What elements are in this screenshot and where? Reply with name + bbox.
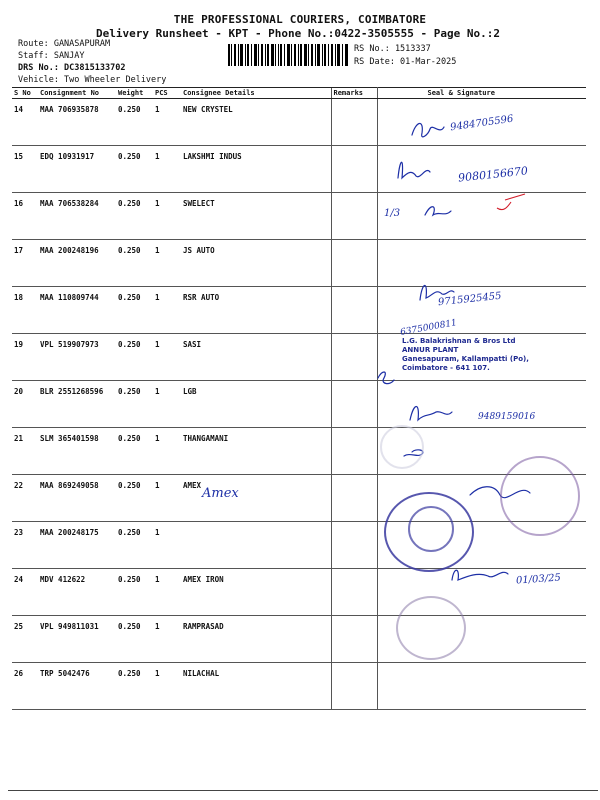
handwritten-phone-14: 9484705596 bbox=[449, 113, 515, 134]
row-pcs: 1 bbox=[153, 287, 181, 334]
row-pcs: 1 bbox=[153, 99, 181, 146]
row-consignment: SLM 365401598 bbox=[38, 428, 116, 475]
row-weight: 0.250 bbox=[116, 240, 153, 287]
row-pcs: 1 bbox=[153, 240, 181, 287]
staff-label: Staff: SANJAY bbox=[18, 51, 85, 61]
row-pcs: 1 bbox=[153, 146, 181, 193]
row-consignment: MAA 200248196 bbox=[38, 240, 116, 287]
row-consignment: EDQ 10931917 bbox=[38, 146, 116, 193]
row-weight: 0.250 bbox=[116, 99, 153, 146]
vehicle-label: Vehicle: Two Wheeler Delivery bbox=[18, 75, 167, 85]
row-sno: 19 bbox=[12, 334, 38, 381]
row-pcs: 1 bbox=[153, 334, 181, 381]
signature-mark-16 bbox=[425, 207, 451, 215]
row-sno: 24 bbox=[12, 569, 38, 616]
row-consignee: SWELECT bbox=[181, 193, 331, 240]
row-consignment: MAA 869249058 bbox=[38, 475, 116, 522]
signature-mark-25 bbox=[452, 570, 508, 580]
signature-mark-14 bbox=[412, 123, 444, 136]
row-consignee: AMEX IRON bbox=[181, 569, 331, 616]
route-label: Route: GANASAPURAM bbox=[18, 39, 111, 49]
row-consignment: VPL 949811031 bbox=[38, 616, 116, 663]
col-consignee: Consignee Details bbox=[181, 88, 331, 99]
row-consignment: MAA 706935878 bbox=[38, 99, 116, 146]
stamp-line-1: L.G. Balakrishnan & Bros Ltd bbox=[402, 337, 516, 345]
row-sno: 26 bbox=[12, 663, 38, 710]
row-weight: 0.250 bbox=[116, 616, 153, 663]
row-weight: 0.250 bbox=[116, 475, 153, 522]
row-consignee: SASI bbox=[181, 334, 331, 381]
stamp-line-2: ANNUR PLANT bbox=[402, 346, 459, 354]
row-sno: 14 bbox=[12, 99, 38, 146]
row-consignment: MAA 110809744 bbox=[38, 287, 116, 334]
signature-mark-15 bbox=[398, 162, 430, 178]
row-sno: 16 bbox=[12, 193, 38, 240]
row-consignment: MAA 200248175 bbox=[38, 522, 116, 569]
row-pcs: 1 bbox=[153, 522, 181, 569]
col-pcs: PCS bbox=[153, 88, 181, 99]
handwritten-name-23: Amex bbox=[202, 486, 239, 501]
row-weight: 0.250 bbox=[116, 146, 153, 193]
row-pcs: 1 bbox=[153, 663, 181, 710]
document-subtitle: Delivery Runsheet - KPT - Phone No.:0422-3505555 - Page No.:2 bbox=[96, 27, 500, 40]
rs-number: RS No.: 1513337 bbox=[354, 44, 431, 54]
row-weight: 0.250 bbox=[116, 287, 153, 334]
row-sno: 23 bbox=[12, 522, 38, 569]
stamp-line-4: Coimbatore - 641 107. bbox=[402, 364, 490, 372]
page-bottom-rule bbox=[8, 790, 598, 791]
row-consignment: BLR 2551268596 bbox=[38, 381, 116, 428]
row-consignee: AMEX bbox=[181, 475, 331, 522]
row-sno: 20 bbox=[12, 381, 38, 428]
row-weight: 0.250 bbox=[116, 428, 153, 475]
row-sno: 15 bbox=[12, 146, 38, 193]
handwritten-note-16: 1/3 bbox=[384, 208, 401, 219]
col-sno: S No bbox=[12, 88, 38, 99]
row-sno: 17 bbox=[12, 240, 38, 287]
row-consignee: JS AUTO bbox=[181, 240, 331, 287]
handwritten-phone-21: 9489159016 bbox=[478, 412, 536, 422]
col-seal: Seal & Signature bbox=[377, 88, 586, 99]
row-pcs: 1 bbox=[153, 475, 181, 522]
row-consignee: LGB bbox=[181, 381, 331, 428]
col-weight: Weight bbox=[116, 88, 153, 99]
col-consignment: Consignment No bbox=[38, 88, 116, 99]
stamp-line-3: Ganesapuram, Kallampatti (Po), bbox=[402, 355, 529, 363]
row-pcs: 1 bbox=[153, 193, 181, 240]
rs-date: RS Date: 01-Mar-2025 bbox=[354, 57, 457, 67]
row-consignment: MAA 706538284 bbox=[38, 193, 116, 240]
amex-seal-inner-icon bbox=[408, 506, 454, 552]
row-weight: 0.250 bbox=[116, 381, 153, 428]
row-sno: 25 bbox=[12, 616, 38, 663]
handwritten-date-25: 01/03/25 bbox=[515, 572, 562, 587]
row-consignee: LAKSHMI INDUS bbox=[181, 146, 331, 193]
col-remarks: Remarks bbox=[331, 88, 377, 99]
row-weight: 0.250 bbox=[116, 522, 153, 569]
faint-seal-icon bbox=[380, 425, 424, 469]
row-consignee: RAMPRASAD bbox=[181, 616, 331, 663]
nilachal-seal-icon bbox=[396, 596, 466, 660]
row-consignee: RSR AUTO bbox=[181, 287, 331, 334]
row-consignment: TRP 5042476 bbox=[38, 663, 116, 710]
row-pcs: 1 bbox=[153, 569, 181, 616]
row-consignee: THANGAMANI bbox=[181, 428, 331, 475]
row-weight: 0.250 bbox=[116, 193, 153, 240]
row-weight: 0.250 bbox=[116, 569, 153, 616]
handwritten-phone-15: 9080156670 bbox=[457, 164, 529, 185]
row-weight: 0.250 bbox=[116, 663, 153, 710]
row-pcs: 1 bbox=[153, 616, 181, 663]
handwritten-phone-18: 9715925455 bbox=[437, 290, 503, 309]
company-stamp bbox=[402, 337, 592, 373]
row-pcs: 1 bbox=[153, 381, 181, 428]
row-consignee: NEW CRYSTEL bbox=[181, 99, 331, 146]
document-title: THE PROFESSIONAL COURIERS, COIMBATORE bbox=[173, 13, 427, 26]
handwritten-phone-19: 6375000811 bbox=[399, 318, 458, 338]
row-weight: 0.250 bbox=[116, 334, 153, 381]
row-consignment: MDV 412622 bbox=[38, 569, 116, 616]
round-seal-icon bbox=[500, 456, 580, 536]
signature-mark-21 bbox=[410, 407, 452, 421]
row-sno: 21 bbox=[12, 428, 38, 475]
row-pcs: 1 bbox=[153, 428, 181, 475]
row-consignee: NILACHAL bbox=[181, 663, 331, 710]
row-sno: 22 bbox=[12, 475, 38, 522]
drs-label: DRS No.: DC3815133702 bbox=[18, 63, 126, 73]
row-consignment: VPL 519907973 bbox=[38, 334, 116, 381]
signature-mark-20 bbox=[378, 372, 394, 384]
row-sno: 18 bbox=[12, 287, 38, 334]
red-tick-mark bbox=[497, 194, 525, 210]
